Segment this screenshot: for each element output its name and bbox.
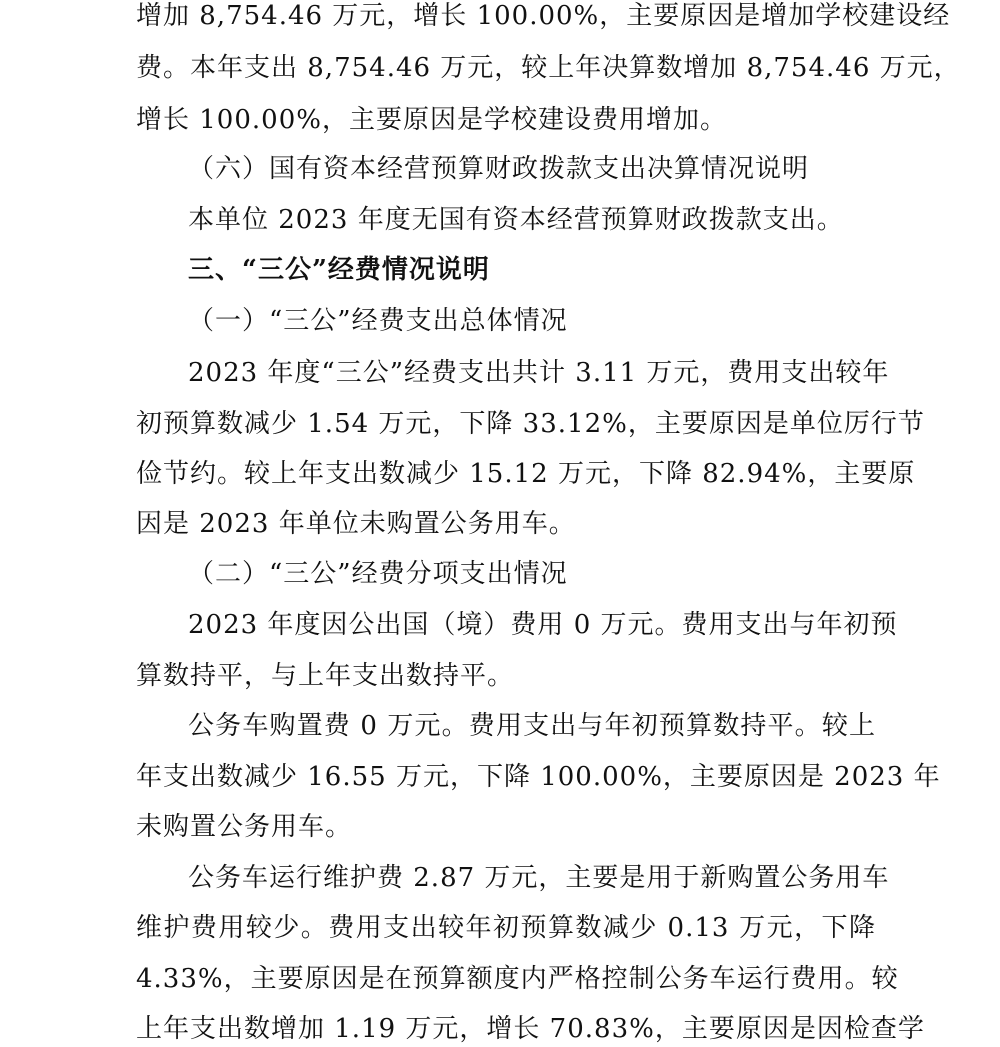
paragraph-line: 俭节约。较上年支出数减少 15.12 万元，下降 82.94%，主要原: [136, 459, 916, 489]
paragraph-line: 公务车购置费 0 万元。费用支出与年初预算数持平。较上: [188, 711, 876, 741]
paragraph-line: 4.33%，主要原因是在预算额度内严格控制公务车运行费用。较: [136, 964, 899, 994]
paragraph-line: 因是 2023 年单位未购置公务用车。: [136, 509, 576, 539]
paragraph-line: 初预算数减少 1.54 万元，下降 33.12%，主要原因是单位厉行节: [136, 409, 925, 439]
section-heading: （六）国有资本经营预算财政拨款支出决算情况说明: [188, 154, 810, 184]
paragraph-line: 维护费用较少。费用支出较年初预算数减少 0.13 万元，下降: [136, 913, 876, 943]
paragraph-line: 增加 8,754.46 万元，增长 100.00%，主要原因是增加学校建设经: [136, 1, 951, 31]
section-heading: （一）“三公”经费支出总体情况: [188, 306, 568, 336]
paragraph-line: 2023 年度因公出国（境）费用 0 万元。费用支出与年初预: [188, 610, 898, 640]
paragraph-line: 费。本年支出 8,754.46 万元，较上年决算数增加 8,754.46 万元，: [136, 53, 961, 83]
paragraph-line: 增长 100.00%，主要原因是学校建设费用增加。: [136, 105, 727, 135]
paragraph-line: 未购置公务用车。: [136, 812, 353, 842]
paragraph-line: 算数持平，与上年支出数持平。: [136, 661, 515, 691]
chapter-heading: 三、“三公”经费情况说明: [188, 255, 490, 285]
paragraph-line: 上年支出数增加 1.19 万元，增长 70.83%，主要原因是因检查学: [136, 1014, 925, 1044]
paragraph-line: 公务车运行维护费 2.87 万元，主要是用于新购置公务用车: [188, 863, 890, 893]
paragraph-line: 本单位 2023 年度无国有资本经营预算财政拨款支出。: [188, 205, 844, 235]
paragraph-line: 年支出数减少 16.55 万元，下降 100.00%，主要原因是 2023 年: [136, 762, 941, 792]
section-heading: （二）“三公”经费分项支出情况: [188, 559, 568, 589]
paragraph-line: 2023 年度“三公”经费支出共计 3.11 万元，费用支出较年: [188, 358, 890, 388]
